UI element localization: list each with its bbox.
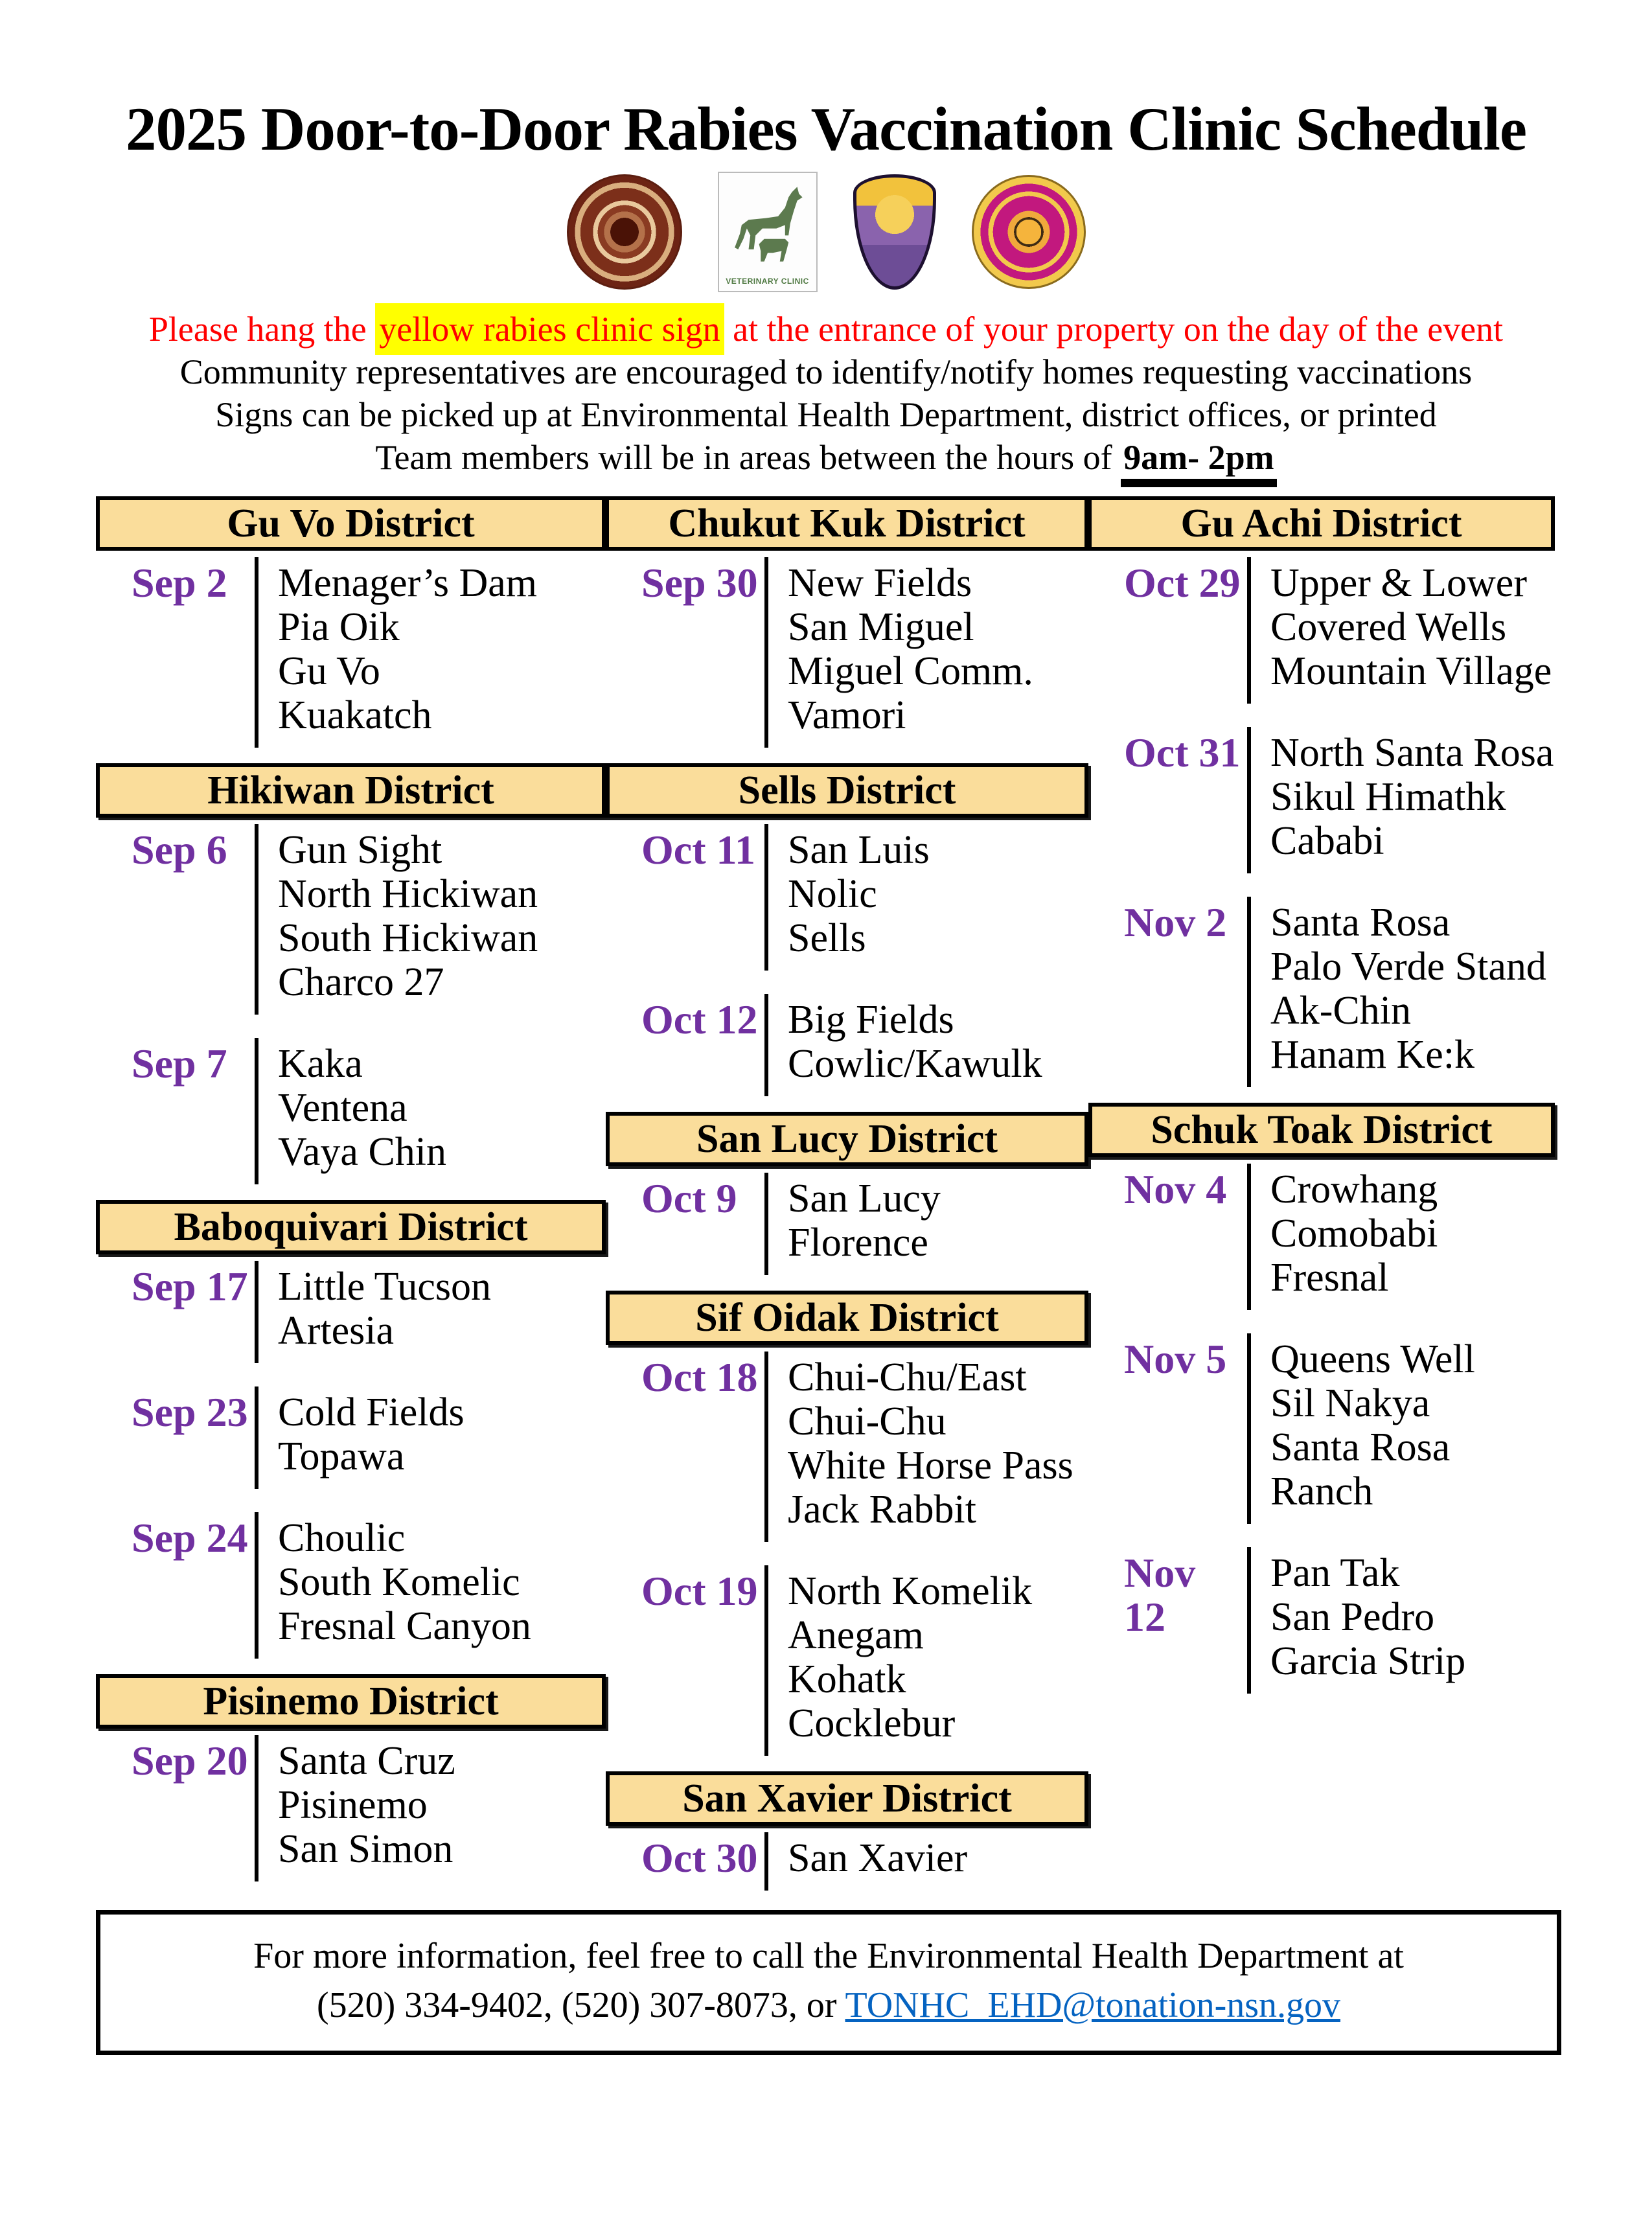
location-item: Jack Rabbit <box>788 1488 976 1532</box>
location-item: Garcia Strip <box>1270 1639 1466 1683</box>
location-item: San Luis <box>788 828 930 872</box>
entry-locations <box>255 1038 446 1184</box>
schedule-entry <box>96 1038 606 1184</box>
location-item: Choulic <box>278 1516 406 1560</box>
location-item: Cowlic/Kawulk <box>788 1042 1042 1086</box>
schedule-entry <box>96 1261 606 1363</box>
location-item: Ventena <box>278 1086 407 1130</box>
footer-line1: For more information, feel free to call the Environmental Health Department at <box>253 1936 1404 1976</box>
entry-date: Oct 30 <box>641 1835 758 1881</box>
location-item: Gu Vo <box>278 649 380 693</box>
entry-date: Sep 23 <box>132 1389 248 1435</box>
location-item: Mountain Village <box>1270 649 1552 693</box>
entry-date: Oct 31 <box>1124 730 1241 776</box>
location-item: Topawa <box>278 1434 405 1478</box>
location-item: Cababi <box>1270 819 1384 863</box>
district-header: Gu Achi District <box>1088 496 1555 551</box>
tohono-oodham-shield-badge-icon <box>853 174 936 290</box>
footer-box <box>96 1910 1561 2055</box>
schedule-entry <box>96 824 606 1015</box>
entry-date: Sep 20 <box>132 1738 248 1784</box>
schedule-entry <box>96 557 606 748</box>
location-item: Upper & Lower <box>1270 561 1527 605</box>
entry-date: Oct 19 <box>641 1568 758 1614</box>
district-header: Sells District <box>606 763 1088 818</box>
hours-text: 9am- 2pm <box>1121 438 1276 487</box>
entry-date: Oct 12 <box>641 996 758 1042</box>
schedule-entry <box>96 1512 606 1659</box>
horse-icon <box>724 185 811 269</box>
entry-locations <box>1247 1333 1475 1524</box>
department-of-health-seal-icon <box>972 175 1086 289</box>
district-header: Pisinemo District <box>96 1674 606 1729</box>
entry-locations <box>1247 1547 1465 1694</box>
entry-date: Nov 12 <box>1124 1550 1196 1640</box>
entry-locations <box>1247 897 1546 1087</box>
schedule-column <box>1088 496 1555 1694</box>
veterinary-clinic-logo-icon <box>718 172 818 292</box>
entry-date: Oct 9 <box>641 1175 737 1221</box>
schedule-entry <box>96 1386 606 1489</box>
schedule-entry <box>96 1735 606 1881</box>
location-item: Hanam Ke:k <box>1270 1033 1475 1077</box>
location-item: Artesia <box>278 1309 395 1353</box>
schedule-entry <box>1088 557 1555 704</box>
location-item: South Komelic <box>278 1560 520 1604</box>
district-header: Sif Oidak District <box>606 1291 1088 1345</box>
location-item: Ak-Chin <box>1270 989 1411 1033</box>
footer-line2 <box>113 1981 1544 2030</box>
location-item: San Xavier <box>788 1836 968 1880</box>
location-item: North Hickiwan <box>278 872 538 916</box>
location-item: South Hickiwan <box>278 916 538 960</box>
entry-date: Sep 17 <box>132 1263 248 1309</box>
tohono-oodham-healthcare-seal-icon <box>567 174 682 290</box>
location-item: Pisinemo <box>278 1783 428 1827</box>
entry-locations <box>764 1565 1032 1756</box>
entry-date: Nov 4 <box>1124 1166 1227 1212</box>
schedule-column <box>96 496 606 1881</box>
location-item: Pan Tak <box>1270 1551 1400 1595</box>
entry-locations <box>764 1832 967 1891</box>
location-item: Sil Nakya <box>1270 1381 1430 1425</box>
location-item: Vaya Chin <box>278 1130 447 1174</box>
location-item: Cold Fields <box>278 1390 465 1434</box>
district-header: Chukut Kuk District <box>606 496 1088 551</box>
highlighted-notice-text: yellow rabies clinic sign <box>375 303 724 355</box>
district-header: San Xavier District <box>606 1771 1088 1826</box>
entry-locations <box>764 557 1033 748</box>
location-item: Gun Sight <box>278 828 442 872</box>
location-item: Nolic <box>788 872 877 916</box>
location-item: Miguel Comm. <box>788 649 1033 693</box>
location-item: Kuakatch <box>278 693 432 737</box>
entry-locations <box>764 1173 941 1275</box>
schedule-entry <box>1088 1333 1555 1524</box>
schedule-entry <box>606 1352 1088 1542</box>
schedule-entry <box>1088 1164 1555 1310</box>
location-item: Chui-Chu <box>788 1399 946 1444</box>
location-item: Covered Wells <box>1270 605 1507 649</box>
location-item: Sells <box>788 916 866 960</box>
intro-line-hours <box>0 437 1652 478</box>
district-header: Hikiwan District <box>96 763 606 818</box>
location-item: North Komelik <box>788 1569 1033 1613</box>
footer-phone-numbers: (520) 334-9402, (520) 307-8073, or <box>316 1985 845 2025</box>
location-item: Fresnal Canyon <box>278 1604 531 1648</box>
entry-locations <box>764 994 1042 1096</box>
location-item: San Simon <box>278 1827 453 1871</box>
page-title: 2025 Door-to-Door Rabies Vaccination Clinic Schedule <box>125 95 1527 163</box>
location-item: Sikul Himathk <box>1270 775 1506 819</box>
schedule-entry <box>1088 727 1555 873</box>
district-header: Baboquivari District <box>96 1200 606 1254</box>
location-item: Santa Rosa <box>1270 901 1451 945</box>
entry-locations <box>255 1261 491 1363</box>
location-item: Palo Verde Stand <box>1270 945 1546 989</box>
location-item: New Fields <box>788 561 972 605</box>
schedule-entry <box>606 994 1088 1096</box>
location-item: Anegam <box>788 1613 924 1657</box>
location-item: Pia Oik <box>278 605 400 649</box>
schedule-entry <box>606 1832 1088 1891</box>
schedule-table <box>96 496 1555 1891</box>
location-item: Kaka <box>278 1042 363 1086</box>
entry-date: Sep 7 <box>132 1041 227 1087</box>
entry-date: Sep 6 <box>132 827 227 873</box>
logo-row <box>0 172 1652 292</box>
location-item: Santa Cruz <box>278 1739 455 1783</box>
entry-date: Oct 18 <box>641 1354 758 1400</box>
location-item: White Horse Pass <box>788 1444 1073 1488</box>
location-item: Fresnal <box>1270 1256 1389 1300</box>
schedule-entry <box>606 557 1088 748</box>
location-item: San Pedro <box>1270 1595 1435 1639</box>
notice-line <box>0 308 1652 350</box>
schedule-entry <box>606 1565 1088 1756</box>
entry-locations <box>1247 557 1552 704</box>
location-item: Big Fields <box>788 998 954 1042</box>
entry-locations <box>255 1386 465 1489</box>
entry-date: Oct 11 <box>641 827 755 873</box>
vet-clinic-caption: VETERINARY CLINIC <box>726 276 809 286</box>
location-item: Kohatk <box>788 1657 906 1701</box>
entry-date: Sep 2 <box>132 560 227 606</box>
notice-suffix: at the entrance of your property on the day of the event <box>724 310 1504 349</box>
location-item: Florence <box>788 1221 928 1265</box>
intro-line-signs: Signs can be picked up at Environmental Health Department, district offices, or printed <box>215 395 1437 434</box>
entry-locations <box>255 1512 531 1659</box>
schedule-column <box>606 496 1088 1891</box>
location-item: Menager’s Dam <box>278 561 538 605</box>
schedule-entry <box>1088 897 1555 1087</box>
entry-locations <box>255 557 537 748</box>
entry-locations <box>764 1352 1073 1542</box>
location-item: Little Tucson <box>278 1265 492 1309</box>
location-item: Queens Well <box>1270 1337 1475 1381</box>
location-item: San Lucy <box>788 1177 941 1221</box>
location-item: Charco 27 <box>278 960 444 1004</box>
entry-date: Nov 5 <box>1124 1336 1227 1382</box>
entry-locations <box>255 824 538 1015</box>
schedule-entry <box>1088 1547 1555 1694</box>
notice-prefix: Please hang the <box>148 310 376 349</box>
district-header: San Lucy District <box>606 1112 1088 1166</box>
entry-locations <box>1247 727 1554 873</box>
entry-date: Sep 30 <box>641 560 758 606</box>
intro-text-block <box>0 308 1652 478</box>
entry-locations <box>255 1735 455 1881</box>
entry-date: Sep 24 <box>132 1515 248 1561</box>
document-page <box>0 94 1652 2055</box>
location-item: Cocklebur <box>788 1701 956 1745</box>
location-item: Santa Rosa <box>1270 1425 1451 1469</box>
location-item: Ranch <box>1270 1469 1373 1513</box>
location-item: North Santa Rosa <box>1270 731 1554 775</box>
district-header: Schuk Toak District <box>1088 1103 1555 1157</box>
schedule-entry <box>606 824 1088 971</box>
schedule-entry <box>606 1173 1088 1275</box>
entry-date: Oct 29 <box>1124 560 1241 606</box>
location-item: Chui-Chu/East <box>788 1355 1027 1399</box>
entry-date: Nov 2 <box>1124 899 1227 945</box>
district-header: Gu Vo District <box>96 496 606 551</box>
entry-locations <box>764 824 930 971</box>
email-link[interactable]: TONHC_EHD@tonation-nsn.gov <box>845 1985 1341 2025</box>
location-item: Crowhang <box>1270 1168 1438 1212</box>
hours-prefix: Team members will be in areas between the hours of <box>375 438 1121 477</box>
entry-locations <box>1247 1164 1438 1310</box>
location-item: Comobabi <box>1270 1212 1438 1256</box>
location-item: San Miguel <box>788 605 974 649</box>
location-item: Vamori <box>788 693 906 737</box>
intro-line-community: Community representatives are encouraged to identify/notify homes requesting vaccinations <box>179 352 1473 391</box>
